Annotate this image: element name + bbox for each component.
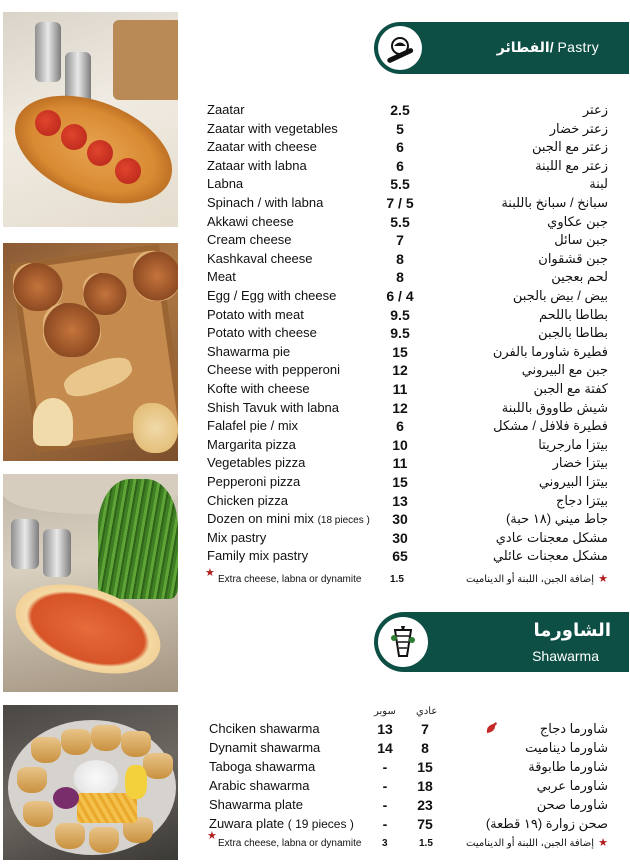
menu-item: Zaatar 2.5 زعتر (207, 102, 608, 118)
menu-item: Shawarma pie 15 فطيرة شاورما بالفرن (207, 343, 608, 360)
chili-icon (484, 721, 498, 735)
extra-note-en: Extra cheese, labna or dynamite (218, 838, 362, 849)
menu-item: Labna 5.5 لبنة (207, 176, 608, 193)
menu-item: Potato with meat 9.5 بطاطا باللحم (207, 306, 608, 323)
menu-item: Akkawi cheese 5.5 جبن عكاوي (207, 213, 608, 230)
extra-note-ar: إضافة الجبن، اللبنة أو الديناميت (466, 838, 594, 849)
star-icon: ★ (598, 837, 608, 849)
menu-item: Vegetables pizza 11 بيتزا خضار (207, 455, 608, 472)
pastry-section-header (374, 22, 629, 74)
menu-item: Potato with cheese 9.5 بطاطا بالجبن (207, 325, 608, 342)
menu-item: Spinach / with labna 7 / 5 سبانخ / سبانخ باللبنة (207, 195, 608, 211)
extra-note-super-price: 3 (382, 838, 388, 849)
menu-item: Egg / Egg with cheese 6 / 4 بيض / بيض بالجبن (207, 288, 608, 304)
menu-item: Margarita pizza 10 بيتزا مارجريتا (207, 436, 608, 453)
menu-item: Mix pastry 30 مشكل معجنات عادي (207, 529, 608, 546)
pastry-title: الفطائر/ Pastry (496, 39, 599, 55)
shawarma-section-header (374, 612, 629, 672)
column-header-regular: عادي (416, 706, 438, 717)
star-icon: ★ (205, 567, 215, 579)
menu-item: Pepperoni pizza 15 بيتزا البيروني (207, 474, 608, 490)
menu-item: Kofte with cheese 11 كفتة مع الجبن (207, 381, 608, 397)
shawarma-title-ar: الشاورما (533, 620, 611, 640)
star-icon: ★ (207, 830, 217, 842)
menu-item: Falafel pie / mix 6 فطيرة فلافل / مشكل (207, 418, 608, 435)
menu-item: Shawarma plate - 23 شاورما صحن (209, 797, 608, 813)
star-icon: ★ (598, 573, 608, 585)
menu-item: Family mix pastry 65 مشكل معجنات عائلي (207, 548, 608, 565)
extra-note-en: Extra cheese, labna or dynamite (218, 574, 362, 585)
menu-item: Zataar with labna 6 زعتر مع اللبنة (207, 157, 608, 174)
menu-item: Cheese with pepperoni 12 جبن مع البيروني (207, 362, 608, 379)
menu-item: Zaatar with vegetables 5 زعتر خضار (207, 120, 608, 137)
menu-item: Chicken pizza 13 بيتزا دجاج (207, 492, 608, 509)
menu-item: Taboga shawarma - 15 شاورما طابوقة (209, 759, 608, 775)
extra-note-ar: إضافة الجبن، اللبنة أو الديناميت (466, 574, 594, 585)
menu-item: Zaatar with cheese 6 زعتر مع الجبن (207, 139, 608, 156)
menu-item: Kashkaval cheese 8 جبن قشقوان (207, 250, 608, 267)
menu-item: Dozen on mini mix (18 pieces ) 30 جاط ميني (١٨ حبة) (207, 511, 608, 528)
menu-item: Chciken shawarma 13 7 شاورما دجاج (209, 721, 608, 737)
menu-item: Cream cheese 7 جبن سائل (207, 232, 608, 249)
rolling-pin-icon (378, 26, 422, 70)
menu-item: Shish Tavuk with labna 12 شيش طاووق باللبنة (207, 399, 608, 416)
menu-item: Dynamit shawarma 14 8 شاورما ديناميت (209, 740, 608, 756)
extra-note-price: 1.5 (390, 574, 404, 585)
extra-note-regular-price: 1.5 (419, 838, 433, 849)
menu-item: Arabic shawarma - 18 شاورما عربي (209, 778, 608, 794)
shawarma-wrap-icon (378, 617, 428, 667)
menu-item: Zuwara plate ( 19 pieces ) - 75 صحن زوارة (١٩ قطعة) (209, 816, 608, 832)
shawarma-title-en: Shawarma (532, 648, 599, 664)
menu-item: Meat 8 لحم بعجين (207, 269, 608, 286)
column-header-super: سوبر (374, 706, 396, 717)
